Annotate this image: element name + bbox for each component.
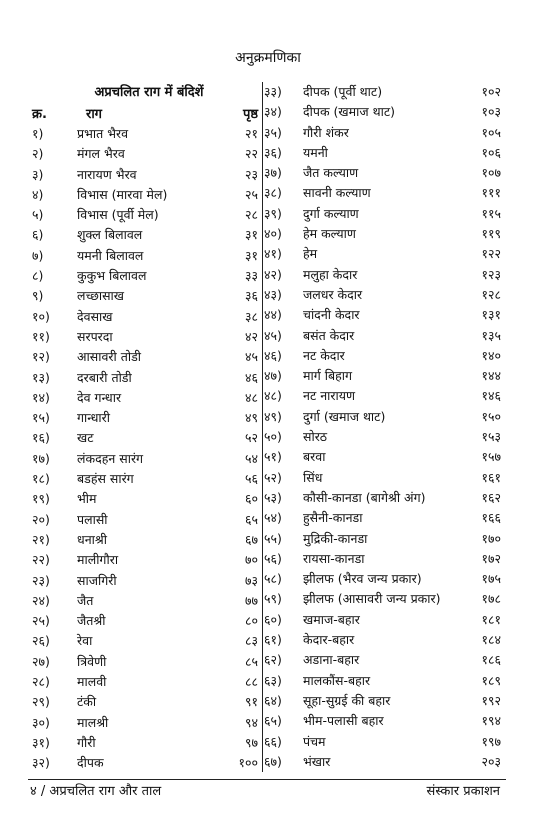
raga-name: मालवी [77,674,107,690]
page-number: १७२ [481,550,501,566]
item-number: ४८) [264,388,282,404]
page-number: २८ [244,207,258,223]
item-number: ६०) [264,611,282,627]
item-number: ८) [32,268,44,284]
raga-name: झीलफ (भैरव जन्य प्रकार) [303,571,422,587]
item-number: ६७) [264,753,282,769]
raga-name: सिंध [303,469,323,485]
page-number: ८० [244,613,258,629]
item-number: ६५) [264,713,282,729]
list-item [30,144,258,164]
page-number: ५२ [244,430,258,446]
list-item [30,286,258,306]
item-number: ५८) [264,571,282,587]
page-number: १२३ [481,266,501,282]
list-item [263,346,501,366]
item-number: ४२) [264,266,282,282]
list-item [30,368,258,388]
page-number: ६७ [244,531,258,547]
raga-name: साजगिरी [77,572,117,588]
raga-name: रायसा-कानडा [303,550,365,566]
page-number: ७३ [244,572,258,588]
raga-name: गौरी [77,734,96,750]
raga-name: हेम [303,246,318,262]
item-number: ५०) [264,429,282,445]
list-item [30,327,258,347]
page-number: ९१ [244,694,258,710]
raga-name: गौरी शंकर [303,124,349,140]
page-number: १२८ [481,286,501,302]
item-number: ४१) [264,246,282,262]
item-number: २९) [32,694,50,710]
right-column [262,82,501,772]
raga-name: हेम कल्याण [303,226,356,242]
list-item [30,307,258,327]
raga-name: सरपरदा [77,328,113,344]
list-item [263,244,501,264]
list-item [263,326,501,346]
raga-name: झीलफ (आसावरी जन्य प्रकार) [303,591,441,607]
raga-name: मार्ग बिहाग [303,368,353,384]
page-number: ४८ [244,389,258,405]
item-number: ४६) [264,347,282,363]
footer-page-info: ४ / अप्रचलित राग और ताल [30,784,162,799]
list-item [30,408,258,428]
list-item [30,428,258,448]
raga-name: दरबारी तोडी [77,369,132,385]
raga-name: दीपक (पूर्वी थाट) [303,84,383,99]
raga-name: धनाश्री [77,531,107,547]
raga-name: सूहा-सुग्रई की बहार [303,692,391,708]
list-item [263,285,501,305]
raga-name: दुर्गा कल्याण [303,205,359,221]
list-item [263,82,501,102]
item-number: ३) [32,166,44,182]
list-item [30,571,258,591]
page-number: १६६ [481,510,501,526]
page-number: ६० [244,491,258,507]
page-number: ४५ [244,349,258,365]
page-number: २०३ [481,753,501,769]
raga-name: जैत कल्याण [303,165,359,181]
section-title: अप्रचलित राग में बंदिशें [94,85,204,100]
item-number: ४) [32,186,44,202]
item-number: ५१) [264,449,282,465]
page-number: ११९ [481,226,501,242]
page-number: १३५ [481,327,501,343]
page-number: २२ [244,146,258,162]
raga-name: अडाना-बहार [303,652,360,668]
item-number: १०) [32,308,50,324]
item-number: ३७) [264,165,282,181]
list-item [263,671,501,691]
list-item [30,347,258,367]
raga-name: त्रिवेणी [77,653,107,669]
list-item [263,468,501,488]
page-number: ३३ [244,268,258,284]
page-number: १५० [481,408,501,424]
list-item [263,183,501,203]
raga-name: हुसैनी-कानडा [303,510,363,526]
page-number: १८६ [481,652,501,668]
list-item [263,732,501,752]
item-number: ६४) [264,692,282,708]
page-number: २३ [244,166,258,182]
raga-name: बडहंस सारंग [77,471,134,487]
item-number: ३३) [264,84,282,99]
item-number: ११) [32,328,50,344]
list-item [263,102,501,122]
item-number: ६१) [264,632,282,648]
col-page-header: पृष्ठ [242,107,258,122]
raga-name: बरवा [303,449,326,465]
raga-name: जैतश्री [77,613,106,629]
page-number: १४४ [481,368,501,384]
page-number: १३१ [481,307,501,323]
page-number: १५३ [481,429,501,445]
page-number: १९४ [481,713,501,729]
raga-name: कुकुभ बिलावल [77,268,147,284]
col-name-header: राग [86,107,103,122]
raga-name: नारायण भैरव [77,166,137,182]
item-number: २४) [32,592,50,608]
page-title: अनुक्रमणिका [235,50,301,66]
raga-name: शुक्ल बिलावल [77,227,143,243]
list-item [30,124,258,144]
page-number: १९७ [481,733,501,749]
raga-name: खट [77,430,94,446]
list-item [30,591,258,611]
list-item [263,630,501,650]
raga-name: दीपक [77,755,104,771]
raga-name: विभास (पूर्वी मेल) [77,207,159,223]
item-number: ३२) [32,755,50,771]
list-item [263,549,501,569]
page-number: ७० [244,552,258,568]
list-item [30,469,258,489]
raga-name: खमाज-बहार [303,611,360,627]
list-item [263,529,501,549]
item-number: १८) [32,471,50,487]
item-number: २) [32,146,44,162]
raga-name: जैत [77,592,94,608]
raga-name: मालकौंस-बहार [303,672,371,688]
page-number: २५ [244,186,258,202]
list-item [263,650,501,670]
item-number: २१) [32,531,50,547]
item-number: ३८) [264,185,282,201]
item-number: ५६) [264,550,282,566]
list-item [30,205,258,225]
list-item [30,185,258,205]
page-number: ३१ [244,227,258,243]
page-number: १४० [481,347,501,363]
list-item [263,711,501,731]
list-item [263,569,501,589]
list-item [30,225,258,245]
item-number: २८) [32,674,50,690]
raga-name: केदार-बहार [303,632,355,648]
item-number: ३६) [264,144,282,160]
item-number: २०) [32,511,50,527]
list-item [263,447,501,467]
list-item [263,691,501,711]
raga-name: यमनी बिलावल [77,247,144,263]
page-number: ९७ [244,734,258,750]
list-item [30,550,258,570]
item-number: ३९) [264,205,282,221]
item-number: १३) [32,369,50,385]
raga-name: मलुहा केदार [303,266,358,282]
item-number: ३५) [264,124,282,140]
raga-name: लच्छासाख [77,288,124,304]
list-item [263,610,501,630]
page-number: ७७ [244,592,258,608]
raga-name: आसावरी तोडी [77,349,142,365]
page-number: १११ [481,185,501,201]
item-number: १५) [32,410,50,426]
list-item [30,165,258,185]
raga-name: चांदनी केदार [303,307,360,323]
item-number: ४४) [264,307,282,323]
raga-name: सोरठ [303,429,328,445]
raga-name: नट नारायण [303,388,356,404]
col-num-header: क्र. [32,107,47,122]
item-number: ५) [32,207,44,223]
list-item [263,204,501,224]
page-number: १९२ [481,692,501,708]
item-number: ५९) [264,591,282,607]
page-number: १८१ [481,611,501,627]
list-item [30,510,258,530]
page-number: ११५ [481,205,501,221]
item-number: १२) [32,349,50,365]
page-number: ५४ [244,450,258,466]
page-number: ३६ [244,288,258,304]
raga-name: मालीगौरा [77,552,119,568]
item-number: २७) [32,653,50,669]
item-number: २२) [32,552,50,568]
item-number: ४०) [264,226,282,242]
raga-name: देवसाख [77,308,113,324]
raga-name: भीम-पलासी बहार [303,713,384,729]
raga-name: टंकी [77,694,97,710]
page-number: ८३ [244,633,258,649]
item-number: १) [32,126,44,141]
list-item [263,305,501,325]
list-item [30,246,258,266]
item-number: २५) [32,613,50,629]
item-number: ६६) [264,733,282,749]
raga-name: भीम [77,491,97,507]
raga-name: लंकदहन सारंग [77,450,144,466]
page-number: १०२ [481,84,501,99]
item-number: ४३) [264,286,282,302]
page-number: ८८ [244,674,258,690]
page-number: १२२ [481,246,501,262]
list-item [30,388,258,408]
item-number: १६) [32,430,50,446]
list-item [263,589,501,609]
list-item [263,386,501,406]
item-number: ५३) [264,489,282,505]
page-number: ९४ [244,714,258,730]
page-number: १०६ [481,144,501,160]
list-item [263,123,501,143]
page-number: ६५ [244,511,258,527]
page-number: ४९ [244,410,258,426]
list-item [30,489,258,509]
item-number: २६) [32,633,50,649]
page-number: १५७ [481,449,501,465]
list-item [263,488,501,508]
page-number: १६१ [481,469,501,485]
list-item [263,224,501,244]
raga-name: नट केदार [303,347,345,363]
left-list [30,124,258,774]
raga-name: दीपक (खमाज थाट) [303,104,396,120]
right-list [263,82,501,772]
item-number: ४७) [264,368,282,384]
item-number: ७) [32,247,44,263]
page-number: १४६ [481,388,501,404]
list-item [30,733,258,753]
item-number: ४९) [264,408,282,424]
item-number: ३१) [32,734,50,750]
footer-divider [28,779,506,780]
column-headers [30,104,258,124]
page-number: १०३ [481,104,501,120]
raga-name: प्रभात भैरव [77,126,129,141]
item-number: ६) [32,227,44,243]
raga-name: यमनी [303,144,328,160]
page-number: ५६ [244,471,258,487]
list-item [30,753,258,773]
page-number: १८४ [481,632,501,648]
list-item [263,163,501,183]
item-number: ४५) [264,327,282,343]
raga-name: पलासी [77,511,108,527]
raga-name: विभास (मारवा मेल) [77,186,168,202]
list-item [263,265,501,285]
item-number: २३) [32,572,50,588]
list-item [30,652,258,672]
list-item [30,530,258,550]
page-number: १८९ [481,672,501,688]
page-number: १७० [481,530,501,546]
footer-publisher: संस्कार प्रकाशन [426,784,500,799]
item-number: ३४) [264,104,282,120]
list-item [263,366,501,386]
list-item [263,407,501,427]
list-item [30,631,258,651]
page-number: १०७ [481,165,501,181]
page-number: १७५ [481,571,501,587]
page-number: २१ [244,126,258,141]
raga-name: जलधर केदार [303,286,363,302]
raga-name: भंखार [303,753,331,769]
list-item [30,672,258,692]
page-number: १०० [238,755,258,771]
page-number: १६२ [481,489,501,505]
item-number: ५५) [264,530,282,546]
list-item [263,427,501,447]
list-item [263,752,501,772]
raga-name: मंगल भैरव [77,146,125,162]
page-number: ४२ [244,328,258,344]
raga-name: मालश्री [77,714,109,730]
item-number: १९) [32,491,50,507]
raga-name: बसंत केदार [303,327,355,343]
list-item [30,611,258,631]
left-column [30,82,258,774]
raga-name: देव गन्धार [77,389,122,405]
list-item [263,143,501,163]
item-number: ९) [32,288,44,304]
page-number: १७८ [481,591,501,607]
page-number: ८५ [244,653,258,669]
list-item [30,692,258,712]
raga-name: दुर्गा (खमाज थाट) [303,408,386,424]
item-number: ५२) [264,469,282,485]
page-number: ४६ [244,369,258,385]
list-item [263,508,501,528]
item-number: ३०) [32,714,50,730]
item-number: ५४) [264,510,282,526]
page-number: १०५ [481,124,501,140]
raga-name: मुद्रिकी-कानडा [303,530,368,546]
item-number: १७) [32,450,50,466]
raga-name: सावनी कल्याण [303,185,371,201]
page-number: ३८ [244,308,258,324]
page-number: ३१ [244,247,258,263]
raga-name: पंचम [303,733,326,749]
raga-name: गान्धारी [77,410,111,426]
item-number: ६२) [264,652,282,668]
raga-name: रेवा [77,633,93,649]
item-number: १४) [32,389,50,405]
list-item [30,449,258,469]
list-item [30,713,258,733]
item-number: ६३) [264,672,282,688]
raga-name: कौसी-कानडा (बागेश्री अंग) [303,489,426,505]
list-item [30,266,258,286]
